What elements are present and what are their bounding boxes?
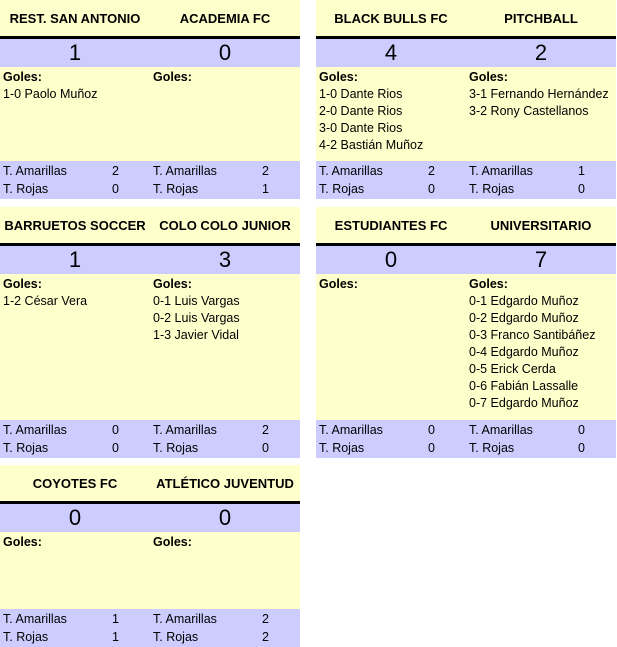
goals-section bbox=[0, 532, 300, 609]
home-score: 1 bbox=[68, 247, 82, 272]
home-team-name: ESTUDIANTES FC bbox=[334, 217, 448, 233]
red-cards-label: T. Rojas bbox=[469, 441, 515, 455]
goal-entry: 3-2 Rony Castellanos bbox=[469, 104, 589, 118]
yellow-cards-label: T. Amarillas bbox=[153, 423, 217, 437]
goals-section bbox=[316, 274, 616, 420]
match-card-1 bbox=[0, 0, 300, 199]
goals-label: Goles: bbox=[469, 277, 508, 291]
cards-section bbox=[0, 420, 300, 458]
away-score: 7 bbox=[534, 247, 548, 272]
goals-label: Goles: bbox=[153, 535, 192, 549]
red-cards-label: T. Rojas bbox=[3, 182, 49, 196]
away-team-name: PITCHBALL bbox=[504, 10, 578, 26]
match-header bbox=[0, 465, 300, 504]
home-team-name: REST. SAN ANTONIO bbox=[9, 10, 141, 26]
red-cards-label: T. Rojas bbox=[319, 441, 365, 455]
away-red-count: 0 bbox=[262, 441, 269, 455]
yellow-cards-label: T. Amarillas bbox=[319, 164, 383, 178]
cards-section bbox=[0, 609, 300, 647]
goal-entry: 4-2 Bastián Muñoz bbox=[319, 138, 424, 152]
home-score: 1 bbox=[68, 40, 82, 65]
goal-entry: 3-0 Dante Rios bbox=[319, 121, 403, 135]
goals-label: Goles: bbox=[469, 70, 508, 84]
yellow-cards-label: T. Amarillas bbox=[153, 612, 217, 626]
match-header bbox=[0, 0, 300, 39]
home-goals bbox=[316, 69, 466, 161]
home-team-name: BLACK BULLS FC bbox=[334, 10, 448, 26]
away-team-name: ACADEMIA FC bbox=[179, 10, 271, 26]
goal-entry: 0-3 Franco Santibáñez bbox=[469, 328, 596, 342]
match-header bbox=[316, 207, 616, 246]
yellow-cards-row bbox=[0, 421, 300, 439]
goals-label: Goles: bbox=[3, 535, 42, 549]
goal-entry: 3-1 Fernando Hernández bbox=[469, 87, 609, 101]
goal-entry: 0-6 Fabián Lassalle bbox=[469, 379, 579, 393]
yellow-cards-label: T. Amarillas bbox=[469, 423, 533, 437]
goals-label: Goles: bbox=[3, 277, 42, 291]
cards-section bbox=[316, 420, 616, 458]
red-cards-row bbox=[0, 628, 300, 646]
away-red-count: 0 bbox=[578, 441, 585, 455]
yellow-cards-row bbox=[0, 162, 300, 180]
goal-entry: 1-2 César Vera bbox=[3, 294, 88, 308]
home-red-count: 0 bbox=[428, 182, 435, 196]
away-yellow-count: 0 bbox=[578, 423, 585, 437]
goal-entry: 1-3 Javier Vidal bbox=[153, 328, 239, 342]
red-cards-row bbox=[316, 180, 616, 198]
red-cards-row bbox=[0, 180, 300, 198]
home-score: 0 bbox=[384, 247, 398, 272]
home-goals bbox=[316, 276, 466, 420]
away-yellow-count: 1 bbox=[578, 164, 585, 178]
goal-entry: 2-0 Dante Rios bbox=[319, 104, 403, 118]
yellow-cards-label: T. Amarillas bbox=[3, 423, 67, 437]
away-red-count: 1 bbox=[262, 182, 269, 196]
match-card-2 bbox=[316, 0, 616, 199]
away-red-count: 0 bbox=[578, 182, 585, 196]
red-cards-label: T. Rojas bbox=[153, 441, 199, 455]
red-cards-label: T. Rojas bbox=[153, 182, 199, 196]
match-card-4 bbox=[316, 207, 616, 458]
yellow-cards-label: T. Amarillas bbox=[319, 423, 383, 437]
score-row bbox=[0, 246, 300, 274]
away-team-name: ATLÉTICO JUVENTUD bbox=[156, 475, 294, 491]
cards-section bbox=[0, 161, 300, 199]
home-red-count: 0 bbox=[112, 182, 119, 196]
away-red-count: 2 bbox=[262, 630, 269, 644]
score-row bbox=[0, 39, 300, 67]
home-red-count: 0 bbox=[428, 441, 435, 455]
home-yellow-count: 1 bbox=[112, 612, 119, 626]
home-yellow-count: 0 bbox=[112, 423, 119, 437]
home-goals bbox=[0, 534, 150, 609]
home-goals bbox=[0, 69, 150, 161]
cards-section bbox=[316, 161, 616, 199]
away-goals bbox=[150, 276, 300, 420]
red-cards-label: T. Rojas bbox=[469, 182, 515, 196]
red-cards-label: T. Rojas bbox=[3, 441, 49, 455]
yellow-cards-label: T. Amarillas bbox=[469, 164, 533, 178]
goal-entry: 0-7 Edgardo Muñoz bbox=[469, 396, 579, 410]
home-yellow-count: 2 bbox=[428, 164, 435, 178]
yellow-cards-row bbox=[0, 610, 300, 628]
goal-entry: 0-1 Edgardo Muñoz bbox=[469, 294, 579, 308]
away-yellow-count: 2 bbox=[262, 612, 269, 626]
goal-entry: 1-0 Dante Rios bbox=[319, 87, 403, 101]
goal-entry: 0-2 Edgardo Muñoz bbox=[469, 311, 579, 325]
score-row bbox=[0, 504, 300, 532]
match-header bbox=[0, 207, 300, 246]
home-score: 4 bbox=[384, 40, 398, 65]
home-yellow-count: 0 bbox=[428, 423, 435, 437]
away-score: 0 bbox=[218, 505, 232, 530]
away-yellow-count: 2 bbox=[262, 164, 269, 178]
goal-entry: 1-0 Paolo Muñoz bbox=[3, 87, 98, 101]
home-red-count: 1 bbox=[112, 630, 119, 644]
home-team-name: BARRUETOS SOCCER bbox=[4, 217, 146, 233]
goals-label: Goles: bbox=[153, 277, 192, 291]
goals-section bbox=[316, 67, 616, 161]
away-score: 0 bbox=[218, 40, 232, 65]
goals-label: Goles: bbox=[3, 70, 42, 84]
red-cards-row bbox=[0, 439, 300, 457]
away-yellow-count: 2 bbox=[262, 423, 269, 437]
yellow-cards-label: T. Amarillas bbox=[153, 164, 217, 178]
home-yellow-count: 2 bbox=[112, 164, 119, 178]
home-red-count: 0 bbox=[112, 441, 119, 455]
away-goals bbox=[150, 69, 300, 161]
match-header bbox=[316, 0, 616, 39]
red-cards-label: T. Rojas bbox=[3, 630, 49, 644]
match-card-3 bbox=[0, 207, 300, 458]
goals-label: Goles: bbox=[319, 277, 358, 291]
yellow-cards-label: T. Amarillas bbox=[3, 612, 67, 626]
red-cards-label: T. Rojas bbox=[319, 182, 365, 196]
red-cards-row bbox=[316, 439, 616, 457]
away-score: 3 bbox=[218, 247, 232, 272]
goal-entry: 0-4 Edgardo Muñoz bbox=[469, 345, 579, 359]
goals-label: Goles: bbox=[319, 70, 358, 84]
yellow-cards-row bbox=[316, 162, 616, 180]
goal-entry: 0-5 Erick Cerda bbox=[469, 362, 556, 376]
away-goals bbox=[466, 276, 616, 420]
goals-section bbox=[0, 67, 300, 161]
yellow-cards-label: T. Amarillas bbox=[3, 164, 67, 178]
away-team-name: COLO COLO JUNIOR bbox=[159, 217, 291, 233]
away-goals bbox=[466, 69, 616, 161]
goal-entry: 0-1 Luis Vargas bbox=[153, 294, 240, 308]
home-team-name: COYOTES FC bbox=[32, 475, 118, 491]
home-score: 0 bbox=[68, 505, 82, 530]
goals-section bbox=[0, 274, 300, 420]
match-card-5 bbox=[0, 465, 300, 647]
away-goals bbox=[150, 534, 300, 609]
yellow-cards-row bbox=[316, 421, 616, 439]
home-goals bbox=[0, 276, 150, 420]
away-team-name: UNIVERSITARIO bbox=[490, 217, 592, 233]
score-row bbox=[316, 39, 616, 67]
goal-entry: 0-2 Luis Vargas bbox=[153, 311, 240, 325]
score-row bbox=[316, 246, 616, 274]
goals-label: Goles: bbox=[153, 70, 192, 84]
red-cards-label: T. Rojas bbox=[153, 630, 199, 644]
away-score: 2 bbox=[534, 40, 548, 65]
